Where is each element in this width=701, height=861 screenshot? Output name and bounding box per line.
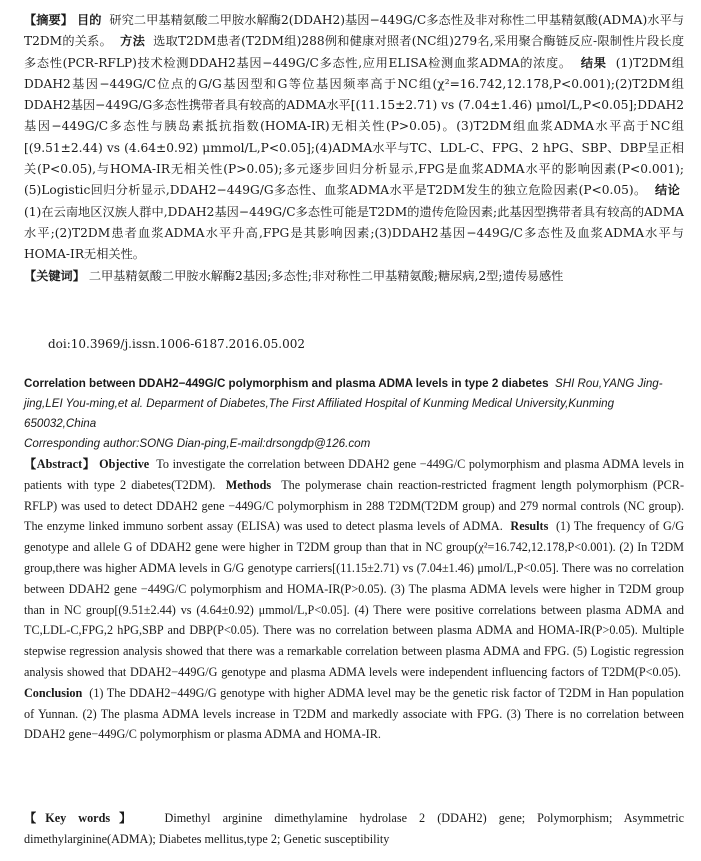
cn-conclusion-heading: 结论 bbox=[655, 183, 681, 198]
en-conclusion-text: (1) The DDAH2−449G/G genotype with higher ADMA level may be the genetic risk factor of T2DM in Han population of Yunnan. (2) The plasma ADMA levels increase in T2DM and markedly associate with FPG. (3) There is no correlation between DDAH2 gene−449G/C polymorphism or plasma ADMA and HOMA-IR. bbox=[24, 685, 684, 742]
cn-keywords-label: 【关键词】 bbox=[24, 268, 85, 283]
cn-results-text: (1)T2DM组DDAH2基因−449G/C位点的G/G基因型和G等位基因频率高于NC组(χ²=16.742,12.178,P<0.001);(2)T2DM组DDAH2基因−449G/G多态性携带者具有较高的ADMA水平[(11.15±2.71) vs (7.04±1.46) μmol/L,P<0.05];DDAH2基因−449G/C多态性与胰岛素抵抗指数(HOMA-IR)无相关性(P>0.05)。(3)T2DM组血浆ADMA水平高于NC组[(9.51±2.44) vs (4.64±0.92) μmmol/L,P<0.05];(4)ADMA水平与TC、LDL-C、FPG、2 hPG、SBP、DBP呈正相关(P<0.05),与HOMA-IR无相关性(P>0.05);多元逐步回归分析显示,FPG是血浆ADMA水平的影响因素(P<0.001);(5)Logistic回归分析显示,DDAH2−449G/G多态性、血浆ADMA水平是T2DM发生的独立危险因素(P<0.05)。 bbox=[24, 55, 685, 198]
en-objective-text: To investigate the correlation between DDAH2 gene −449G/C polymorphism and plasma ADMA levels in patients with type 2 diabetes(T2DM). bbox=[24, 457, 685, 492]
english-authors: SHI Rou,YANG Jing-jing,LEI You-ming,et al. Deparment of Diabetes,The First Affiliated Hospital of Kunming Medical University,Kunming 650032,China bbox=[24, 377, 663, 430]
cn-objective-heading: 目的 bbox=[76, 13, 102, 27]
english-keywords bbox=[24, 808, 684, 850]
cn-methods-text: 选取T2DM患者(T2DM组)288例和健康对照者(NC组)279名,采用聚合酶链反应-限制性片段长度多态性(PCR-RFLP)技术检测DDAH2基因−449G/C多态性,应用ELISA检测血浆ADMA的浓度。 bbox=[24, 34, 685, 70]
chinese-keywords bbox=[24, 266, 684, 287]
en-results-text: (1) The frequency of G/G genotype and allele G of DDAH2 gene were higher in T2DM group than that in NC group(χ²=16.742,12.178,P<0.001). (2) In T2DM group,there was higher ADMA levels in G/G genotype carriers[(11.15±2.71) vs (7.04±1.46) μmol/L,P<0.05]. There was no correlation between DDAH2 gene −449G/C polymorphism and HOMA-IR(P>0.05). (3) The plasma ADMA levels were higher in T2DM group than in NC group[(9.51±2.44) vs (4.64±0.92) μmmol/L,P<0.05]. (4) There were positive correlations between plasma ADMA and TC,LDL-C,FPG,2 hPG,SBP and DBP(P<0.05). There was no correlation between plasma ADMA and HOMA-IR(P>0.05). Multiple stepwise regression analysis showed that there was a remarkable correlation between plasma ADMA and FPG. (5) Logistic regression analysis showed that DDAH2−449G/G genotype and plasma ADMA levels were independent influencing factors of T2DM(P<0.05). bbox=[24, 519, 685, 679]
en-results-heading: Results bbox=[510, 519, 549, 534]
en-objective-heading: Objective bbox=[99, 457, 150, 471]
cn-keywords-text: 二甲基精氨酸二甲胺水解酶2基因;多态性;非对称性二甲基精氨酸;糖尿病,2型;遗传易感性 bbox=[88, 268, 564, 283]
english-abstract bbox=[24, 454, 684, 745]
doi-line: doi:10.3969/j.issn.1006-6187.2016.05.002 bbox=[48, 337, 305, 351]
en-abstract-label: 【Abstract】 bbox=[24, 457, 96, 471]
cn-methods-heading: 方法 bbox=[120, 34, 145, 49]
cn-objective-text: 研究二甲基精氨酸二甲胺水解酶2(DDAH2)基因−449G/C多态性及非对称性二甲基精氨酸(ADMA)水平与T2DM的关系。 bbox=[24, 13, 685, 49]
cn-abstract-label: 【摘要】 bbox=[24, 13, 74, 27]
en-conclusion-heading: Conclusion bbox=[24, 685, 83, 700]
chinese-abstract bbox=[24, 10, 684, 287]
chinese-abstract-paragraph bbox=[24, 10, 684, 266]
en-keywords-label: 【Key words】 bbox=[24, 811, 141, 825]
cn-conclusion-text: (1)在云南地区汉族人群中,DDAH2基因−449G/C多态性可能是T2DM的遗传危险因素;此基因型携带者具有较高的ADMA水平;(2)T2DM患者血浆ADMA水平升高,FPG是其影响因素;(3)DDAH2基因−449G/C多态性及血浆ADMA水平与HOMA-IR无相关性。 bbox=[24, 204, 684, 262]
english-abstract-paragraph bbox=[24, 454, 684, 745]
corresponding-author: Corresponding author:SONG Dian-ping,E-mail:drsongdp@126.com bbox=[24, 437, 371, 450]
english-header bbox=[24, 374, 684, 454]
en-methods-text: The polymerase chain reaction-restricted fragment length polymorphism (PCR-RFLP) was used to detect DDAH2 gene −449G/C polymorphism in 288 T2DM(T2DM group) and 279 normal controls (NC group). The enzyme linked immuno sorbent assay (ELISA) was used to detect plasma levels of ADMA. bbox=[24, 477, 684, 534]
en-methods-heading: Methods bbox=[225, 477, 272, 492]
cn-results-heading: 结果 bbox=[580, 55, 607, 70]
en-keywords-text: Dimethyl arginine dimethylamine hydrolase 2 (DDAH2) gene; Polymorphism; Asymmetric dimethylarginine(ADMA); Diabetes mellitus,type 2; Genetic susceptibility bbox=[24, 811, 685, 846]
english-title: Correlation between DDAH2−449G/C polymorphism and plasma ADMA levels in type 2 diabetes bbox=[24, 377, 549, 390]
